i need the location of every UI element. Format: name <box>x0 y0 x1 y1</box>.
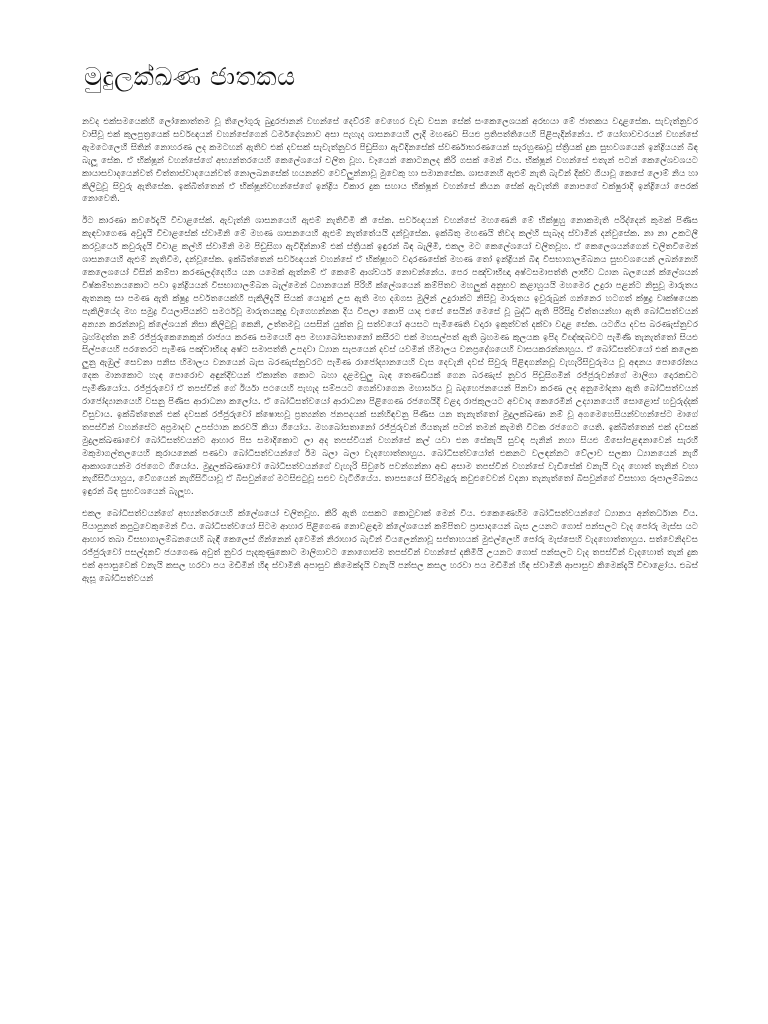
document-page <box>82 60 698 1010</box>
document-title: මුදුලක්ඛණ ජාතකය <box>84 62 296 91</box>
paragraph: නවද එක්සමයෙක්හි ලෝකොත්තම වූ තිලෝගුරු බුදුරජානන් වහන්සේ දෙව්රම් වෙහෙර වැඩ වසන සේක් සංකෙලෙශයක් අරභයා මේ ජාතකය වදාළසේක. සැවැත්නුවර වාසීවූ එක් කුලපුත්‍රයෙක් සර්වඥයන් වහන්සේගෙන් ධර්මදේශනාව අසා පැහැද ශාසනයෙහි ලැදි මහණව සියළු ප්‍රතිපත්තියෙහි පිළිපැදින්නේය. ඒ යෝගාවචරයන් වහන්සේ ඇමටෙලෙහි සිතින් නොහරණ ලද කමටහන් ඇතිව එක් දවසක් සැවැත්නුවර පිඩුසිගා ඇවිදිනසේක් ස්වර්ණාභරණයෙන් සැරහුණාවූ ස්ත්‍රියක් දුක සුභවශයෙන් ඉන්ද්‍රියයන් බිඳ බැලූ සේක. ඒ භික්ෂූන් වහන්සේගේ අභ්‍යන්තරයෙහි කෙලේශයෝ චලිත වූහ. වෑයෙන් කොටනලද කිරි ගසක් මෙන් විය. භික්ෂූන් වහන්සේ එතැන් පටන් කෙලේශවශයට කායාසවාදයෙන්වත් චිත්තාස්වාදයෙන්වත් නොලබනසේක් හයනන්ව වෙව්ලුන්නාවූ මුවෙකු හා සමානසේක. ශාසනෙහි ඇළුම් නැති බැවින් දික්ව ගියාවූ කෙසේ ලොම් නිය හා කිලිටුවූ සිවුරු ඇතිසේක. ඉක්බිත්තෙන් ඒ භික්ෂූන්වහන්සේගේ ඉන්ද්‍රිය විකාර දුක සහාය භික්ෂූන් වහන්සේ කියන සේක් ඇවැත්නි නොපගේ චක්ෂුරාදි ඉන්ද්‍රියෝ පෙරක් නොවෙති. <box>82 117 698 205</box>
paragraph: එකල බෝධිසත්වයන්ගේ අභ්‍යන්තරයෙහි ක්ලේශයෝ චලිතවූහ. කිරි ඇති ගසකට කොටුවාක් මෙන් විය. එකෙණෙහිම බෝධිසත්වයන්ගේ ධ්‍යානය අන්තර්ධාන විය. පියාපුනත් කපුටුවෙකුමෙන් විය. බෝධිසත්වයෝ සිටම ආහාර පිළිගෙණ නොවළඳාම ක්ලේශයෙන් කම්පිතව ප්‍රාසාදයෙන් බැස උයනට ගොස් පන්සලට වැද පෝරු මැස්ස යට ආහාර තබා විසභාගාලම්බනයෙහි බැඳී කෙලෙස් ගින්නෙන් දවෙමින් නිරාහාර බැවින් වියලෙන්නාවූ සප්තාහයක් මුළුල්ලෙහි පෝරු මැස්සෙහි වැදහොත්තාහුය. සත්වෙනිදවස රජ්ජුරුවෝ පසල්දනව් ජයගෙණ අවුත් නුවර පැදකුණුකොට මාලිගාවට නොගොස්ම තපස්වීන් වහන්සේ දකිමියි උයනට ගොස් පන්සලට වැද තපස්වීන් වැදහොත් තැන් දුක එක් අපාසුවෙක් වනැයි කසල හරවා පය මඩිමින් හිඳ ස්වාමිනි අපාසුව කිමෙක්දැයි වනැයි පන්සල කසල හරවා පය මඩිමින් හිඳ ස්වාමිනි ආපාසුව කිමෙක්දැයි විචාළෝය. එබස් ඇසූ බෝධිසත්වයන් <box>82 509 698 584</box>
paragraph: ඊට කාරණා කවරේදැයි විචාළසේක්. ඇවැත්නි ශාසනයෙහි ඇළුම් නැතිවිමි කී සේක. සර්වඥයන් වහන්සේ මහණෙනි මේ භික්ෂුහු නොකමැති පරිද්දෙන් කුමක් පිණිස කැඳවාගෙණ අවුදැයි විචාළසේක් ස්වාමිනි මේ මහණ ශාසනයෙහි ඇළුම් නැත්තේයයි දන්වූසේක. ඉක්බිතු මහණයි තිවද කල්හි සැබෑද ස්වාමීන් දන්වුසේක. නා නා උකටලී කරවූයෙර් කවුරුදැයි විචාළ කල්හි ස්වාමීනි මම පිඩුසිගා ඇවිදින්නාම් එක් ස්ත්‍රියක් ඉඳුරන් බිඳ බැලීමි, එකල මට කෙලේශයෝ චලිතවූහ. ඒ කෙලෙශයන්ගෙන් චලිතවීමෙන් ශාසනයෙහි ඇළුම් නැතිවීම, දන්වූසේක. ඉක්බිත්තෙන් සර්වඥයන් වහන්සේ ඒ භික්ෂූහට වදාරණසේක් මහණ තෝ ඉන්ද්‍රියන් බිඳ විසභාගාලම්බනය සුභවශයෙන් ලබන්නෙහි කෙලෙශයෝ විසින් කම්පා කරණලද්දෙහිය යන යමෙක් ඇත්නම් ඒ කෙමේ ආශ්චර්ය නොවන්නේය. පෙර පඤ්චාභිඥා අෂ්ටසමාපත්ති ලාභීව ධ්‍යාන බලයෙන් ක්ලේශයන් විෂ්කම්භනයකොට පවා ඉන්ද්‍රියයන් විසභාගාලම්බන බැල්මෙන් ධ්‍යානයෙන් පිරිහී ක්ලේශයෙන් කම්පිතව මහලුක් අනුභව කළාහුයයි මහමෙර උදුරා පළන්ට නිසුවූ මාරුතය ඇතනකු සා පමණ ඇති ක්ෂුද්‍ර පර්වතයෙක්හි පැකිලීදැයි සියක් යොදුන් උස ඇති මහ දඹගස මුලින් උදුරාන්ට නිසිවූ මාරුතය ඉවුරුබුන් ගන්නෙර හටගත් ක්ෂුද්‍ර වෘක්ෂයෙක පැකිලියේද මහ සමුද්‍ර වියලාපියන්ට සමර්ථවූ මාරුතයකුදු වැගෙහන්නක දිය විපලා කොපි යාද එසේ සෙයින් මෙසේ වූ බුද්ධි ඇති පිරිසිදු චිත්තයන්හා ඇති බෝධිසත්වයන් අන්‍යන කරන්නාවූ ක්ලේශයන් නිසා කිලිටුවූ කෙනි, උත්තමවූ යසසින් යුක්ත වූ සත්වයෝ අයසට පැමිණෙති වදාරා ඉකුත්වත් දක්වා වදාළ සේක. යටගිය දවස බරණැස්නුවර බ්‍රහ්මදත්ත නම් රජ්ජුරුකෙනෙකුන් රාජ්‍යය කරණ සමයෙහි අප මහාබෝසතානෝ කසීරට එක් මහසල්පත් ඇති බ්‍රහමණ කුලයක ඉපිද විඥ්ඤබවට පැමිණි තැනැත්තෝ සියළු සිල්පයෙහි පරතෙරට පැමිණ පඤ්චාභිඥ අෂ්ට සමාපත්ති උපදවා ධ්‍යාන සැපයෙන් දවස් යවමින් හිමාලය වනප්‍රදේශයෙහි වාසයකරන්නාහුය. ඒ බෝධිසත්වයෝ එක් කලෙක ලුනු ඇඹුල් සෙවනා පනිස හිමාලය වනයෙන් බැස බරණැස්නුවරට පැමිණ රාජෝද්‍යානයෙහි වැස දෙවැනි දවස් සිවුරු පිළිඳගන්නවූ වැහැරිසිවුරුමය වූ අඳනය පොරෝනය දෙක මානකොට හැඳ පොරොව අඳුන්දිවයන් ඒකාන්ත කොට බහා දළමඩුලු බැඳ තෙණඩියක් ගෙන බරණැස් නුවර පිඩුසිගමින් රජ්ජුරුවන්ගේ මාලිගා දොරකඩට පැමිණියෝය. රජ්ජුරුවෝ ඒ තපස්වීන් ගේ ඊර්යා පථයෙහි පැහැද සම්පයට ගෙන්වාගෙන මහාර්ඝය වූ බදහෙජනයෙන් පිනවා කරණ ලද අනුමෝදනා ඇති බෝධිසත්වයන් රාජෝද්‍යානයෙහි වසනු පිණිස ආරාධනා කලෝය. ඒ බෝධිසත්වයෝ ආරාධනා පිළිගෙණ රජගෙයිදී වළදා රාජකුලයට අවවාද කෙරෙමින් උද්‍යානයෙහි සොළොස් හවුරුද්දක් විසුවාය. ඉක්බිත්තෙන් එක් දවසක් රජ්ජුරුවෝ ක්ෂොභවූ ප්‍රත්‍යන්ත ජනපදයක් සන්හිඳවනු පිණිස යන තැනැත්තෝ මුදුලක්ඛණා නම් වූ අගමෙහෙසියන්වහන්සේට මාගේ තපස්වීන් වහන්සේට අප්‍රමාදව උපස්ථාන කරවයි කියා ගියෝය. මහබෝසතානෝ රජ්ජුරුවන් ගියතැන් පටන් තමන් කැමති විටක රජගෙට යෙති. ඉක්බිත්තෙන් එක් දවසක් මුදුලක්ඛණාවෝ බෝධිසත්වයන්ට ආහාර පිස සමාදිකොට ලා අද තපස්වියන් වහන්සේ කල් යවා එන සේකැයි සුවඳ පැනින් නහා සියළු ඕසෝපළඳනාවෙන් සැරහී මකුමාගල්තලයෙහි කුරායනෙක් පණවා බෝධිසත්වයන්ගේ ඊම බලා බලා වැදහොත්තාහුය. බෝධිසත්වයෝත් එකනට වලඳන්නට වේලාව සලකා ධ්‍යානයෙන් නැගී ආකාශයෙන්ම රජගෙට ගියෝය. මුදුලක්ඛණාවෝ බෝධිසත්වයන්ගේ වැහැරි සිවුරේ පවන්ගන්නා අඬ අසාම තපස්වීන් වහන්සේ වැඩිසේක් වනැයි වැද හොත් තැනින් වහා නැගිසිටියාහුය, වේගයෙන් නැගිසිටියාවූ ඒ බිසවුන්ගේ මටසිළුටුවූ සළුව වැටීගියේය. තාපසයෝ සිව්මැදුරු කවුළුවෙවන් වදනා තැනැත්තෝ බිසවුන්ගේ විසභාග රූපාලම්බනය ඉඳුරන් බිඳ සුභවශයෙන් බැලූහ. <box>82 216 698 498</box>
